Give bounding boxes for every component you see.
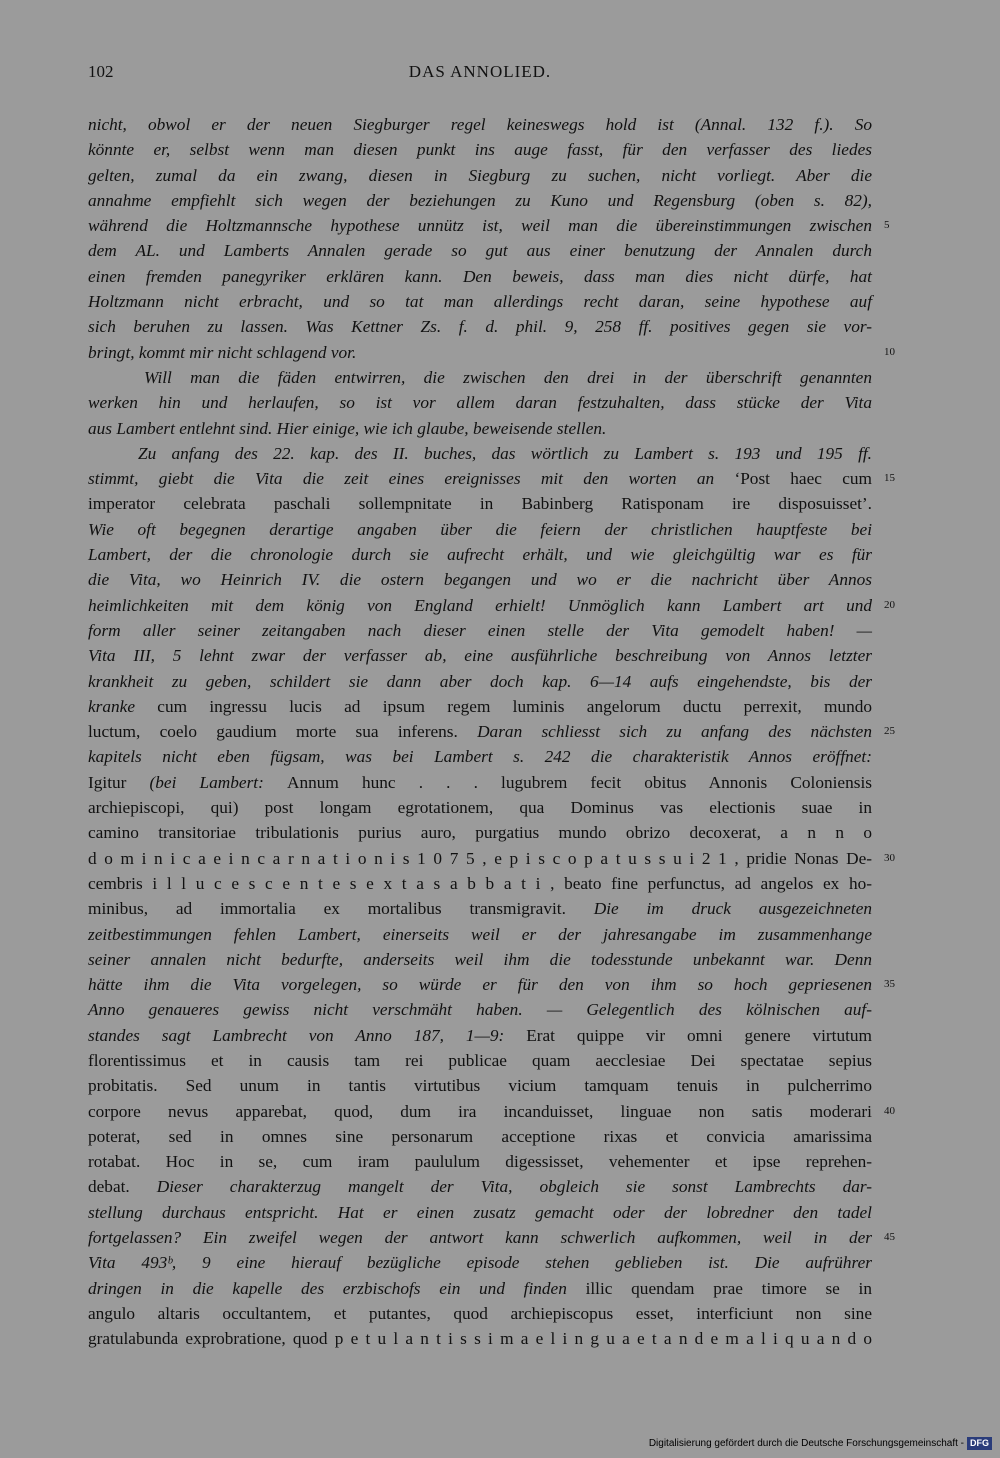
text-line [88,997,872,1022]
footer-credit: Digitalisierung gefördert durch die Deutsche Forschungsgemeinschaft - [648,1437,964,1449]
text-line [88,770,872,795]
text-line [88,1099,895,1124]
text-line [88,1149,872,1174]
text-run: luctum, coelo gaudium morte sua inferens. [88,722,478,742]
text-run: (bei Lambert: [149,772,287,792]
text-line [88,820,872,845]
text-run: corpore nevus apparebat, quod, dum ira incanduisset, linguae non satis moderari [88,1101,872,1121]
text-line [88,1048,872,1073]
text-line [88,517,872,542]
text-run: Die im druck ausgezeichneten [593,899,873,919]
text-line [88,593,895,618]
text-run: gelten, zumal da ein zwang, diesen in Siegburg zu suchen, nicht vorliegt. Aber die [88,165,872,185]
text-run: gratulabunda exprobratione, quod p e t u l a n t i s s i m a e l i n g u a e t a n d e m a l i q u a n d o [88,1329,872,1349]
text-run: zeitbestimmungen fehlen Lambert, einerseits weil er der jahresangabe im zusammenhange [88,924,872,944]
running-title: DAS ANNOLIED. [408,62,552,81]
text-run: annahme empfiehlt sich wegen der beziehungen zu Kuno und Regensburg (oben s. 82), [88,190,872,210]
text-run: Vita 493ᵇ, 9 eine hierauf bezügliche episode stehen geblieben ist. Die aufrührer [88,1253,872,1273]
text-line [88,340,895,365]
text-line [88,264,872,289]
text-line [88,896,872,921]
dfg-logo: DFG [967,1437,992,1450]
text-run: Holtzmann nicht erbracht, und so tat man allerdings recht daran, seine hypothese auf [88,292,872,312]
text-run: könnte er, selbst wenn man diesen punkt ins auge fasst, für den verfasser des liedes [88,140,872,160]
text-line [88,1023,872,1048]
line-number: 5 [884,219,890,232]
text-run: minibus, ad immortalia ex mortalibus transmigravit. [88,899,594,919]
text-run: Daran schliesst sich zu anfang des nächsten [477,722,872,742]
text-line [88,871,872,896]
text-line [88,744,872,769]
text-run: rotabat. Hoc in se, cum iram paululum digessisset, vehementer et ipse reprehen- [88,1152,872,1172]
text-run: aus Lambert entlehnt sind. Hier einige, wie ich glaube, beweisende stellen. [88,418,607,438]
text-run: nicht, obwol er der neuen Siegburger regel keineswegs hold ist (Annal. 132 f.). So [88,115,872,134]
text-line [88,618,872,643]
text-run: form aller seiner zeitangaben nach dieser einen stelle der Vita gemodelt haben! — [88,620,872,640]
text-run: Igitur [88,772,150,792]
text-line [88,669,872,694]
text-run: cembris i l l u c e s c e n t e s e x t a s a b b a t i , beato fine perfunctus, ad angelos ex ho- [88,873,872,893]
text-run: ‘Post haec cum [734,469,872,489]
text-run: illic quendam prae timore se in [585,1278,872,1298]
line-number: 15 [884,472,895,485]
text-line [88,1250,872,1275]
text-line [88,972,895,997]
text-line [88,390,872,415]
text-run: einen fremden panegyriker erklären kann. Den beweis, dass man dies nicht dürfe, hat [88,266,872,286]
text-run: fortgelassen? Ein zweifel wegen der antwort kann schwerlich aufkommen, weil in der [88,1228,872,1248]
text-run: florentissimus et in causis tam rei publicae quam aecclesiae Dei spectatae sepius [88,1050,872,1070]
text-line [88,947,872,972]
text-run: standes sagt Lambrecht von Anno 187, 1—9: [88,1025,527,1045]
text-line [88,1225,895,1250]
text-run: Wie oft begegnen derartige angaben über die feiern der christlichen hauptfeste bei [88,519,872,539]
text-run: dringen in die kapelle des erzbischofs ein und finden [88,1278,586,1298]
text-line [88,1326,872,1351]
text-line [88,365,872,390]
text-run: Zu anfang des 22. kap. des II. buches, das wörtlich zu Lambert s. 193 und 195 ff. [138,443,872,463]
text-run: archiepiscopi, qui) post longam egrotationem, qua Dominus vas electionis suae in [88,798,872,818]
text-run: die Vita, wo Heinrich IV. die ostern begangen und wo er die nachricht über Annos [88,570,872,590]
text-run: Dieser charakterzug mangelt der Vita, obgleich sie sonst Lambrechts dar- [156,1177,872,1197]
text-line [88,188,872,213]
line-number: 40 [884,1104,895,1117]
text-line [88,416,872,441]
text-line [88,314,872,339]
text-run: angulo altaris occultantem, et putantes, quod archiepiscopus esset, interficiunt non sine [88,1303,872,1323]
page-header [88,62,872,86]
text-run: probitatis. Sed unum in tantis virtutibus vicium tamquam tenuis in pulcherrimo [88,1076,872,1096]
footer [649,1436,992,1450]
line-number: 10 [884,345,895,358]
line-number: 30 [884,851,895,864]
body-text [88,112,895,1352]
text-run: stellung durchaus entspricht. Hat er einen zusatz gemacht oder der lobredner den tadel [88,1202,872,1222]
text-run: imperator celebrata paschali sollempnitate in Babinberg Ratisponam ire disposuisset’. [88,494,872,514]
text-line [88,643,872,668]
line-number: 45 [884,1231,895,1244]
text-line [88,441,872,466]
text-line [88,1200,872,1225]
text-run: dem AL. und Lamberts Annalen gerade so gut aus einer benutzung der Annalen durch [88,241,872,261]
text-run: stimmt, giebt die Vita die zeit eines ereignisses mit den worten an [88,469,735,489]
text-run: Will man die fäden entwirren, die zwischen den drei in der überschrift genannten [144,367,872,387]
line-number: 20 [884,598,895,611]
text-run: cum ingressu lucis ad ipsum regem luminis angelorum ductu perrexit, mundo [157,696,872,716]
text-run: sich beruhen zu lassen. Was Kettner Zs. f. d. phil. 9, 258 ff. positives gegen sie vor- [88,317,872,337]
text-run: d o m i n i c a e i n c a r n a t i o n i s 1 0 7 5 , e p i s c o p a t u s s u i 2 1 , pridie Nonas De- [88,848,872,868]
text-run: während die Holtzmannsche hypothese unnütz ist, weil man die übereinstimmungen zwischen [88,216,872,236]
text-line [88,466,895,491]
text-run: hätte ihm die Vita vorgelegen, so würde er für den von ihm so hoch gepriesenen [88,975,872,995]
text-line [88,112,872,137]
text-run: kranke [88,696,158,716]
text-line [88,694,872,719]
text-run: camino transitoriae tribulationis purius auro, purgatius mundo obrizo decoxerat, a n n o [88,823,872,843]
text-line [88,491,872,516]
text-line [88,1073,872,1098]
text-line [88,795,872,820]
text-run: Erat quippe vir omni genere virtutum [526,1025,872,1045]
text-line [88,567,872,592]
text-line [88,1276,872,1301]
text-run: seiner annalen nicht bedurfte, anderseits weil ihm die todesstunde unbekannt war. Denn [88,949,872,969]
text-run: bringt, kommt mir nicht schlagend vor. [88,342,357,362]
text-line [88,213,890,238]
line-number: 25 [884,725,895,738]
line-number: 35 [884,978,895,991]
text-run: Annum hunc . . . lugubrem fecit obitus Annonis Coloniensis [287,772,872,792]
text-run: debat. [88,1177,157,1197]
text-run: Anno genaueres gewiss nicht verschmäht haben. — Gelegentlich des kölnischen auf- [88,1000,872,1020]
text-line [88,1174,872,1199]
text-run: kapitels nicht eben fügsam, was bei Lambert s. 242 die charakteristik Annos eröffnet: [88,747,872,767]
text-line [88,922,872,947]
text-run: werken hin und herlaufen, so ist vor allem daran festzuhalten, dass stücke der Vita [88,393,872,413]
text-line [88,137,872,162]
text-line [88,1124,872,1149]
text-run: heimlichkeiten mit dem könig von England erhielt! Unmöglich kann Lambert art und [88,595,872,615]
text-line [88,846,895,871]
text-run: poterat, sed in omnes sine personarum acceptione rixas et convicia amarissima [88,1126,872,1146]
text-line [88,542,872,567]
page-number: 102 [88,62,114,81]
text-line [88,1301,872,1326]
text-line [88,163,872,188]
text-line [88,719,895,744]
text-run: krankheit zu geben, schildert sie dann aber doch kap. 6—14 aufs eingehendste, bis der [88,671,872,691]
text-run: Lambert, der die chronologie durch sie aufrecht erhält, und wie gleichgültig war es für [88,545,872,565]
text-run: Vita III, 5 lehnt zwar der verfasser ab, eine ausführliche beschreibung von Annos letzter [88,646,872,666]
text-line [88,289,872,314]
text-line [88,238,872,263]
